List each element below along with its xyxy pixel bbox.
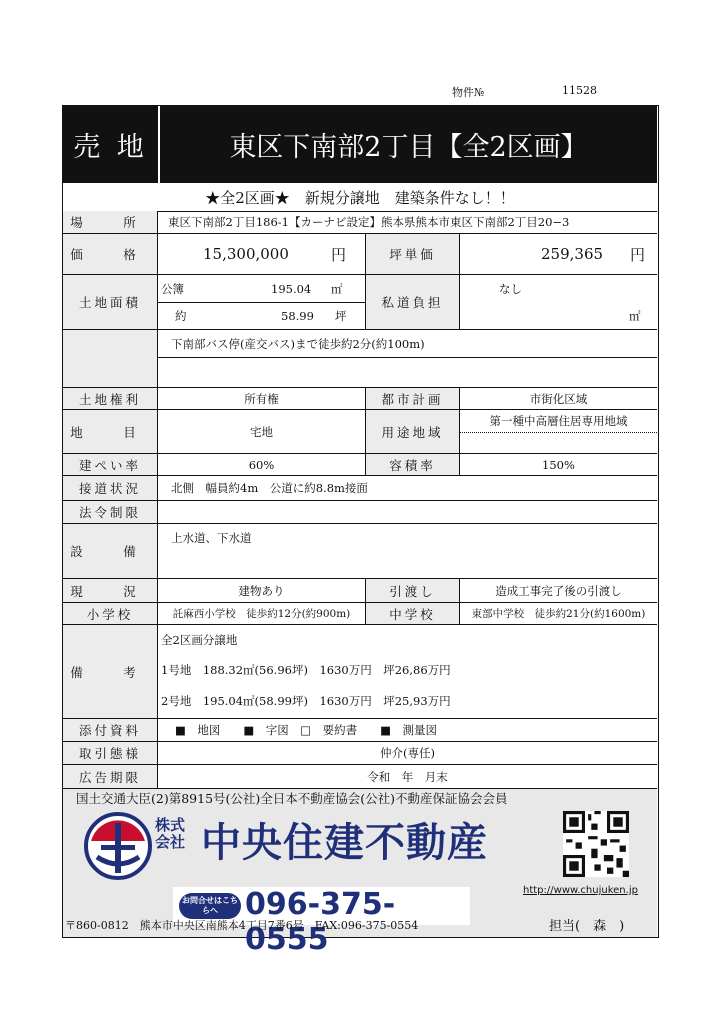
- company-address: 〒860-0812 熊本市中央区南熊本4丁目7番6号 FAX:096-375-0554: [65, 919, 419, 932]
- value-facilities: 上水道、下水道: [171, 531, 252, 545]
- price-unit: 円: [331, 245, 347, 264]
- label-zone: 用途地域: [365, 410, 460, 453]
- approx-label: 約: [175, 309, 187, 323]
- label-price: 価 格: [63, 234, 158, 274]
- private-road-unit: ㎡: [629, 309, 641, 323]
- label-tsubo-price: 坪単価: [365, 234, 460, 274]
- label-remarks: 備 考: [63, 625, 158, 718]
- value-status: 建物あり: [238, 583, 285, 598]
- contact-badge: お問合せはこちらへ: [179, 893, 241, 919]
- property-number-label: 物件№: [452, 86, 485, 99]
- label-deal: 取引態様: [63, 742, 158, 764]
- value-far: 150%: [542, 457, 575, 472]
- label-land-type: 地 目: [63, 410, 158, 453]
- website-link[interactable]: http://www.chujuken.jp: [523, 885, 638, 896]
- row-deal: [63, 742, 657, 765]
- qr-code-icon[interactable]: [563, 811, 629, 877]
- value-ad-period: 令和 年 月末: [367, 769, 448, 784]
- label-coverage: 建ぺい率: [63, 454, 158, 475]
- value-attachments: ■ 地図 ■ 字図 □ 要約書 ■ 測量図: [175, 723, 437, 737]
- row-land-area: [63, 275, 657, 330]
- label-location: 場 所: [63, 211, 158, 233]
- row-access: [63, 330, 657, 388]
- row-road: [63, 476, 657, 501]
- label-facilities: 設 備: [63, 524, 158, 578]
- label-status: 現 況: [63, 579, 158, 602]
- approx-value: 58.99: [281, 309, 314, 323]
- row-coverage: [63, 454, 657, 476]
- label-road: 接道状況: [63, 476, 158, 500]
- row-school: [63, 603, 657, 625]
- value-delivery: 造成工事完了後の引渡し: [495, 583, 622, 598]
- row-price: [63, 234, 657, 275]
- label-rights: 土地権利: [63, 388, 158, 409]
- value-elementary: 託麻西小学校 徒歩約12分(約900m): [172, 608, 351, 620]
- listing-title: 東区下南部2丁目【全2区画】: [229, 132, 588, 163]
- phone-number[interactable]: 096-375-0555: [245, 887, 396, 957]
- label-far: 容積率: [365, 454, 460, 475]
- property-number: [452, 84, 597, 100]
- property-sheet: [62, 105, 659, 957]
- sheet-header: [63, 106, 657, 183]
- approx-unit: 坪: [335, 309, 347, 323]
- value-private-road: なし: [499, 281, 522, 296]
- value-coverage: 60%: [248, 457, 275, 472]
- kobo-value: 195.04: [271, 281, 312, 296]
- remarks-line-1: 全2区画分譲地: [161, 633, 238, 647]
- label-attachments: 添付資料: [63, 719, 158, 741]
- remarks-line-2: 1号地 188.32㎡(56.96坪) 1630万円 坪26,86万円: [161, 663, 451, 677]
- label-land-area: 土地面積: [63, 275, 158, 329]
- kobo-unit: ㎡: [331, 281, 343, 296]
- value-road: 北側 幅員約4m 公道に約8.8m接面: [171, 481, 368, 495]
- company-name: 中央住建不動産: [201, 820, 488, 866]
- value-law: [171, 501, 651, 523]
- row-land-type: [63, 410, 657, 454]
- row-law: [63, 501, 657, 524]
- company-footer: [63, 789, 657, 957]
- company-logo-icon: [83, 811, 153, 881]
- label-junior: 中学校: [365, 603, 460, 624]
- row-facilities: [63, 524, 657, 579]
- value-city-plan: 市街化区域: [529, 391, 588, 406]
- row-status: [63, 579, 657, 603]
- tsubo-price-unit: 円: [630, 245, 646, 264]
- value-access: 下南部バス停(産交バス)まで徒歩約2分(約100m): [171, 336, 425, 351]
- label-elementary: 小学校: [63, 603, 158, 624]
- value-zone: 第一種中高層住居専用地域: [489, 414, 628, 428]
- company-type: 株式会社: [155, 816, 186, 851]
- label-ad-period: 広告期限: [63, 765, 158, 788]
- remarks-line-3: 2号地 195.04㎡(58.99坪) 1630万円 坪25,93万円: [161, 694, 451, 708]
- value-land-type: 宅地: [250, 424, 273, 439]
- label-delivery: 引渡し: [365, 579, 460, 602]
- listing-kind: 売 地: [63, 106, 160, 183]
- kobo-label: 公簿: [161, 281, 184, 296]
- row-rights: [63, 388, 657, 410]
- value-tsubo-price: 259,365: [541, 245, 604, 263]
- catchline: ★全2区画★ 新規分譲地 建築条件なし！！: [63, 183, 657, 212]
- value-location: 東区下南部2丁目186-1【カーナビ設定】熊本県熊本市東区下南部2丁目20−3: [168, 215, 570, 229]
- value-price: 15,300,000: [203, 245, 289, 263]
- row-attachments: [63, 719, 657, 742]
- staff-in-charge: 担当( 森 ): [549, 919, 625, 934]
- label-law: 法令制限: [63, 501, 158, 523]
- row-ad-period: [63, 765, 657, 789]
- property-number-value: 11528: [562, 84, 597, 97]
- association-text: 国土交通大臣(2)第8915号(公社)全日本不動産協会(公社)不動産保証協会会員: [76, 791, 508, 806]
- row-remarks: [63, 625, 657, 719]
- value-deal: 仲介(専任): [380, 746, 435, 760]
- value-junior: 東部中学校 徒歩約21分(約1600m): [471, 608, 646, 620]
- label-access-blank: [63, 330, 158, 387]
- value-rights: 所有権: [244, 391, 279, 406]
- row-location: [63, 211, 657, 234]
- label-city-plan: 都市計画: [365, 388, 460, 409]
- label-private-road: 私道負担: [365, 275, 460, 329]
